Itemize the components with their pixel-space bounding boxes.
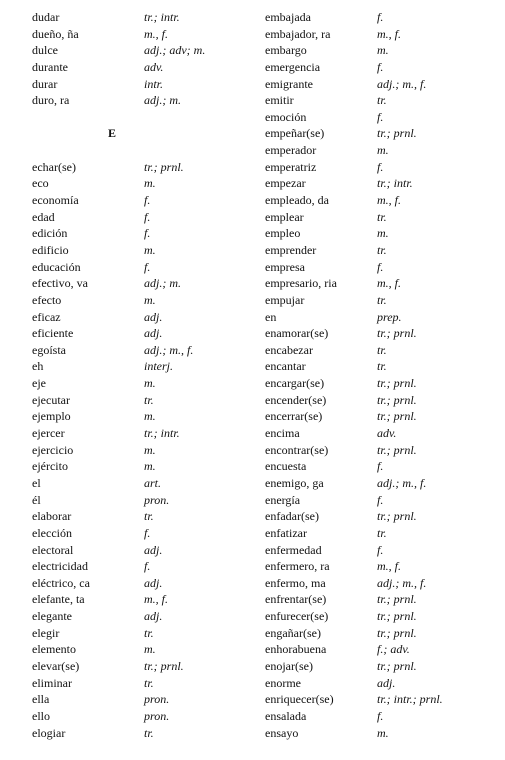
entry-word: ejercicio [32,442,74,457]
entry-word: edad [32,209,55,224]
entry-category: m., f. [377,26,401,41]
entry-word: enojar(se) [265,658,313,673]
entry-category: m. [377,143,389,158]
entry-word: economía [32,193,79,208]
entry-word: empleado, da [265,193,329,208]
entry-category: tr. [377,292,387,307]
entry-word: empresa [265,259,305,274]
entry-word: enfermero, ra [265,559,330,574]
entry-category: tr. [144,675,154,690]
entry-category: tr.; prnl. [144,658,184,673]
entry-word: enfadar(se) [265,509,319,524]
entry-category: f. [144,226,151,241]
entry-category: tr. [377,242,387,257]
entry-word: ella [32,692,50,707]
entry-category: adj.; m. [144,93,181,108]
entry-word: durar [32,76,58,91]
entry-category: f. [377,59,384,74]
entry-category: adv. [144,59,164,74]
entry-category: tr.; intr. [144,10,180,24]
entry-word: empezar [265,176,306,191]
entry-category: m. [377,226,389,241]
entry-category: m. [377,725,389,740]
entry-category: interj. [144,359,173,374]
entry-word: encuesta [265,459,307,474]
entry-word: elogiar [32,725,66,740]
entry-category: f. [377,459,384,474]
entry-category: tr.; prnl. [377,658,417,673]
entry-word: ensayo [265,725,299,740]
entry-word: electoral [32,542,74,557]
entry-word: en [265,309,277,324]
entry-category: tr. [377,93,387,108]
entry-category: f. [377,708,384,723]
entry-category: tr. [377,209,387,224]
entry-category: m. [144,459,156,474]
entry-word: enhorabuena [265,642,327,657]
entry-word: encontrar(se) [265,442,329,457]
entry-category: adj.; m., f. [377,76,427,91]
entry-category: tr.; prnl. [377,609,417,624]
entry-category: art. [144,475,162,490]
entry-word: empleo [265,226,301,241]
entry-category: tr.; prnl. [377,509,417,524]
entry-category: tr. [377,525,387,540]
entry-word: edificio [32,242,69,257]
entry-category: adj. [144,609,163,624]
entry-word: enfermedad [265,542,322,557]
entry-category: tr.; prnl. [377,442,417,457]
entry-word: ensalada [265,708,307,723]
entry-word: encima [265,426,300,441]
entry-category: tr.; prnl. [377,126,417,141]
entry-category: tr.; intr. [377,176,413,191]
entry-word: encabezar [265,342,313,357]
entry-word: emperatriz [265,159,317,174]
entry-word: eficiente [32,326,74,341]
entry-category: adv. [377,426,397,441]
entry-category: intr. [144,76,164,91]
entry-word: elegante [32,609,72,624]
entry-category: m. [377,43,389,58]
entry-category: tr.; intr.; prnl. [377,692,443,707]
entry-category: m. [144,242,156,257]
entry-word: eléctrico, ca [32,575,90,590]
entry-word: efecto [32,292,62,307]
entry-word: durante [32,59,68,74]
entry-category: m. [144,642,156,657]
entry-word: empujar [265,292,305,307]
entry-category: f. [144,525,151,540]
entry-word: emperador [265,143,317,158]
entry-category: pron. [144,708,170,723]
entry-category: f. [144,259,151,274]
entry-category: adj.; adv; m. [144,43,206,58]
entry-word: elemento [32,642,76,657]
entry-word: encargar(se) [265,376,325,391]
entry-word: emprender [265,242,317,257]
entry-word: empresario, ria [265,276,337,291]
entry-word: enriquecer(se) [265,692,334,707]
entry-category: m., f. [144,592,168,607]
entry-word: eco [32,176,49,191]
entry-category: tr. [144,392,154,407]
entry-word: encender(se) [265,392,327,407]
entry-word: ejercer [32,426,65,441]
entry-word: enfatizar [265,525,307,540]
entry-word: enamorar(se) [265,326,329,341]
entry-word: ejecutar [32,392,70,407]
entry-word: enfrentar(se) [265,592,327,607]
entry-word: edición [32,226,68,241]
entry-category: m. [144,176,156,191]
entry-category: adj. [144,326,163,341]
entry-word: elefante, ta [32,592,85,607]
entry-word: ello [32,708,50,723]
entry-category: adj. [144,575,163,590]
entry-category: tr. [377,342,387,357]
entry-category: pron. [144,492,170,507]
entry-category: m., f. [377,193,401,208]
entry-word: energía [265,492,301,507]
entry-category: adj.; m., f. [377,575,427,590]
entry-category: tr.; prnl. [377,625,417,640]
entry-word: eliminar [32,675,72,690]
entry-word: dueño, ña [32,26,79,41]
entry-word: emigrante [265,76,313,91]
entry-category: adj. [144,542,163,557]
entry-word: emitir [265,93,294,108]
entry-word: elaborar [32,509,72,524]
entry-category: m., f. [377,559,401,574]
entry-category: adj. [377,675,396,690]
entry-category: adj. [144,309,163,324]
entry-category: f. [144,193,151,208]
entry-category: pron. [144,692,170,707]
section-letter: E [107,126,116,141]
entry-word: embajador, ra [265,26,331,41]
entry-word: elección [32,525,72,540]
entry-word: enfermo, ma [265,575,326,590]
entry-category: tr.; prnl. [144,159,184,174]
entry-category: f. [377,159,384,174]
entry-word: él [32,492,41,507]
entry-word: educación [32,259,81,274]
entry-category: tr.; prnl. [377,409,417,424]
entry-word: enemigo, ga [265,475,324,490]
entry-word: ejército [32,459,68,474]
entry-category: tr.; prnl. [377,376,417,391]
entry-category: f. [377,109,384,124]
entry-word: eh [32,359,44,374]
entry-category: f. [377,542,384,557]
entry-category: f. [377,492,384,507]
entry-word: elegir [32,625,60,640]
entry-word: embajada [265,10,311,24]
entry-word: efectivo, va [32,276,88,291]
entry-category: f. [144,209,151,224]
entry-category: f.; adv. [377,642,410,657]
entry-word: engañar(se) [265,625,321,640]
entry-category: adj.; m., f. [144,342,194,357]
entry-word: enfurecer(se) [265,609,329,624]
entry-category: tr.; prnl. [377,592,417,607]
entry-word: dulce [32,43,58,58]
entry-category: m. [144,442,156,457]
entry-category: tr.; prnl. [377,326,417,341]
entry-word: empeñar(se) [265,126,325,141]
entry-word: dudar [32,10,60,24]
entry-word: encantar [265,359,306,374]
entry-category: adj.; m., f. [377,475,427,490]
entry-word: enorme [265,675,301,690]
entry-category: f. [377,10,384,24]
entry-word: egoísta [32,342,66,357]
entry-category: prep. [377,309,402,324]
entry-category: tr. [144,509,154,524]
entry-category: tr. [144,725,154,740]
entry-category: f. [377,259,384,274]
entry-word: encerrar(se) [265,409,323,424]
entry-word: emplear [265,209,304,224]
entry-category: m. [144,292,156,307]
entry-word: elevar(se) [32,658,80,673]
entry-category: tr. [144,625,154,640]
entry-category: m., f. [377,276,401,291]
entry-word: electricidad [32,559,88,574]
entry-word: emoción [265,109,307,124]
entry-word: el [32,475,41,490]
entry-category: m. [144,409,156,424]
entry-category: m. [144,376,156,391]
entry-word: emergencia [265,59,321,74]
entry-word: eficaz [32,309,61,324]
entry-category: m., f. [144,26,168,41]
entry-word: embargo [265,43,307,58]
entry-category: tr.; intr. [144,426,180,441]
entry-word: eje [32,376,46,391]
entry-category: tr.; prnl. [377,392,417,407]
entry-word: ejemplo [32,409,71,424]
entry-word: duro, ra [32,93,70,108]
entry-category: tr. [377,359,387,374]
entry-category: adj.; m. [144,276,181,291]
entry-category: f. [144,559,151,574]
entry-word: echar(se) [32,159,76,174]
